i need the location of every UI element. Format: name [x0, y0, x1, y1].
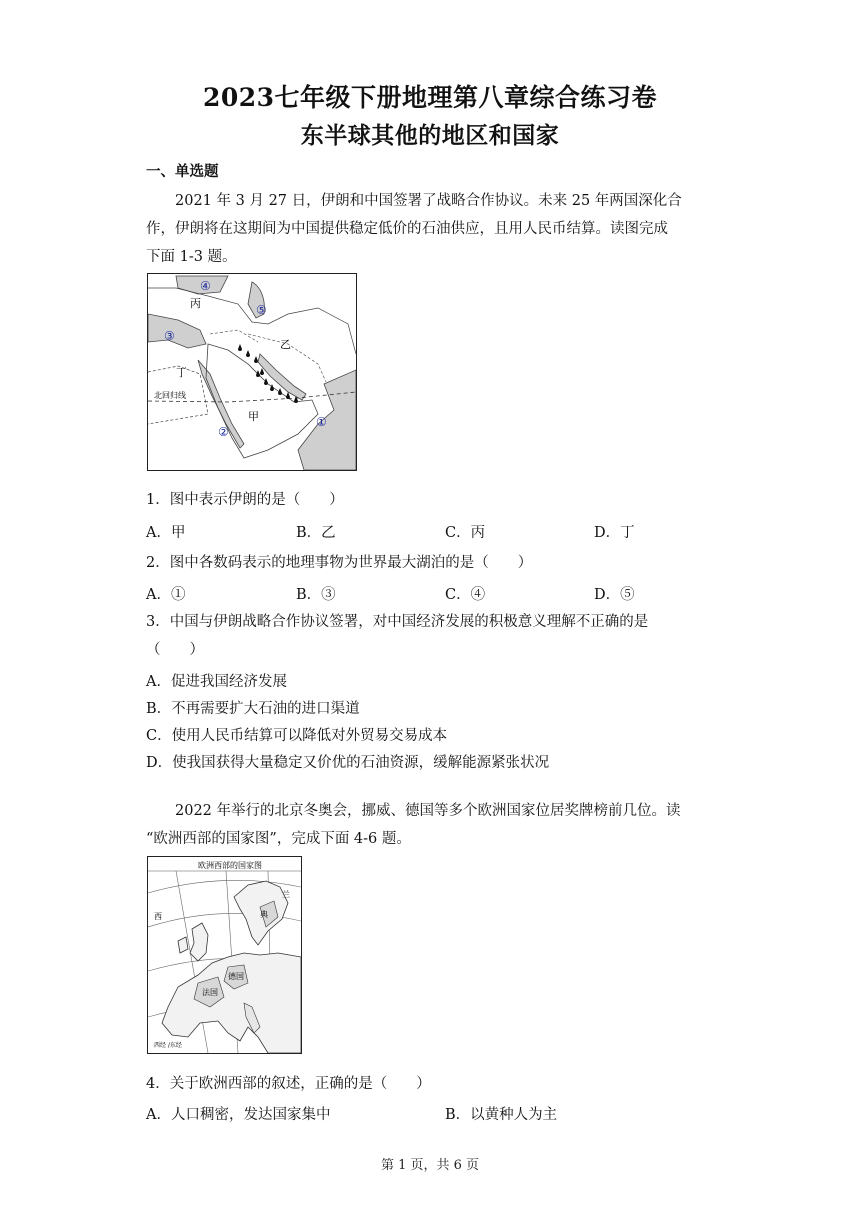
passage-2-line-1: 2022 年举行的北京冬奥会，挪威、德国等多个欧洲国家位居奖牌榜前几位。读 — [175, 803, 681, 819]
document-subtitle: 东半球其他的地区和国家 — [300, 122, 560, 149]
question-4-option-b[interactable]: B．以黄种人为主 — [445, 1107, 558, 1123]
question-1-option-a[interactable]: A．甲 — [146, 525, 186, 541]
western-europe-map-drawing — [148, 857, 301, 1053]
passage-2-line-2: “欧洲西部的国家图”，完成下面 4-6 题。 — [146, 831, 411, 847]
question-3-option-d[interactable]: D．使我国获得大量稳定又价优的石油资源，缓解能源紧张状况 — [146, 755, 550, 771]
question-3-option-b[interactable]: B．不再需要扩大石油的进口渠道 — [146, 701, 360, 717]
europe-label-dian: 典 — [260, 910, 268, 919]
section-heading: 一、单选题 — [146, 163, 219, 180]
question-3-stem-continued: （ ） — [146, 642, 204, 658]
passage-1-line-1: 2021 年 3 月 27 日，伊朗和中国签署了战略合作协议。未来 25 年两国深化合 — [175, 193, 682, 209]
question-1-option-c[interactable]: C．丙 — [445, 525, 486, 541]
question-4-stem: 4．关于欧洲西部的叙述，正确的是（ ） — [146, 1076, 431, 1092]
middle-east-map-drawing — [148, 274, 356, 470]
question-2-option-a[interactable]: A．① — [146, 587, 186, 603]
europe-scale-label: 西经 /东经 — [154, 1042, 182, 1049]
map-label-yi: 乙 — [280, 338, 291, 351]
map-marker-1: ① — [316, 415, 327, 429]
middle-east-map — [147, 273, 357, 471]
question-2-option-d[interactable]: D．⑤ — [594, 587, 635, 603]
question-1-option-b[interactable]: B．乙 — [296, 525, 336, 541]
map-marker-2: ② — [218, 425, 229, 439]
question-1-stem: 1．图中表示伊朗的是（ ） — [146, 492, 344, 508]
passage-1-line-3: 下面 1-3 题。 — [146, 249, 237, 265]
passage-1-line-2: 作，伊朗将在这期间为中国提供稳定低价的石油供应，且用人民币结算。读图完成 — [146, 221, 668, 237]
europe-label-france: 法国 — [202, 988, 218, 997]
europe-label-xi: 西 — [154, 912, 162, 921]
question-3-option-a[interactable]: A．促进我国经济发展 — [146, 674, 287, 690]
map-label-jia: 甲 — [248, 410, 259, 423]
question-2-option-b[interactable]: B．③ — [296, 587, 336, 603]
map-label-tropic: 北回归线 — [154, 391, 186, 400]
western-europe-map — [147, 856, 302, 1054]
question-1-option-d[interactable]: D．丁 — [594, 525, 635, 541]
europe-map-title: 欧洲西部的国家图 — [198, 861, 262, 870]
map-marker-3: ③ — [164, 329, 175, 343]
question-2-option-c[interactable]: C．④ — [445, 587, 486, 603]
question-2-stem: 2．图中各数码表示的地理事物为世界最大湖泊的是（ ） — [146, 555, 533, 571]
map-marker-4: ④ — [200, 279, 211, 293]
question-3-stem: 3．中国与伊朗战略合作协议签署，对中国经济发展的积极意义理解不正确的是 — [146, 614, 649, 630]
europe-label-lan: 兰 — [282, 890, 290, 899]
europe-label-germany: 德国 — [228, 972, 244, 981]
question-3-option-c[interactable]: C．使用人民币结算可以降低对外贸易交易成本 — [146, 728, 448, 744]
map-label-bing: 丙 — [190, 297, 201, 310]
question-4-option-a[interactable]: A．人口稠密，发达国家集中 — [146, 1107, 331, 1123]
page-footer: 第 1 页，共 6 页 — [380, 1158, 480, 1173]
map-marker-5: ⑤ — [256, 303, 267, 317]
document-title: 2023七年级下册地理第八章综合练习卷 — [202, 83, 658, 112]
map-label-ding: 丁 — [176, 366, 187, 379]
